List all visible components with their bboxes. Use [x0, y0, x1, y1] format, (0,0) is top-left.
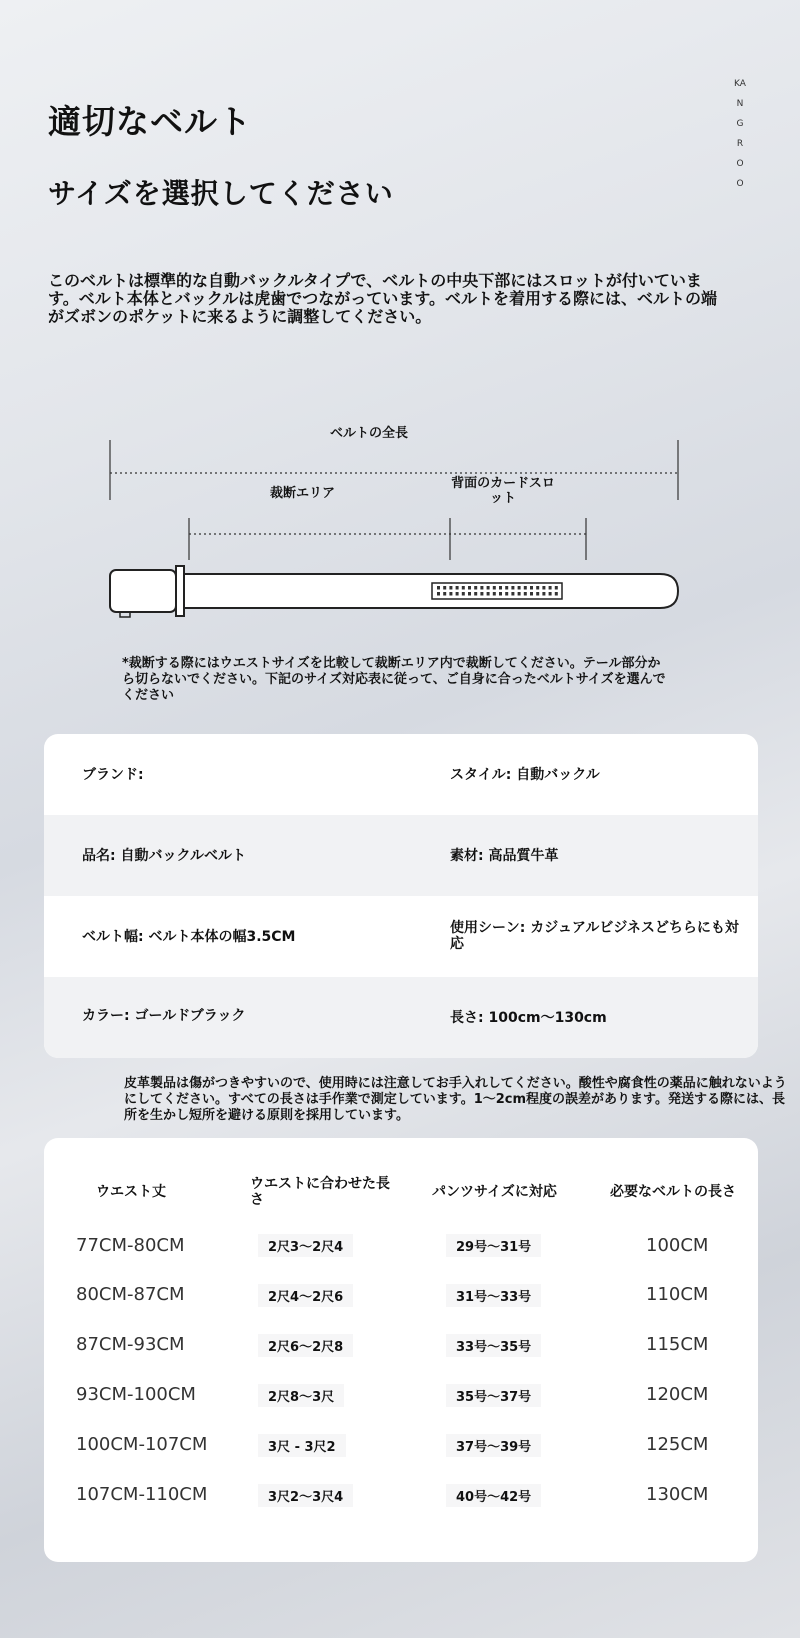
slot-tooth [499, 586, 502, 590]
slot-tooth [437, 592, 440, 596]
size-cell-fit: 2尺8～3尺 [258, 1384, 344, 1407]
slot-tooth [443, 592, 446, 596]
size-cell-belt: 125CM [646, 1434, 709, 1455]
slot-tooth [536, 592, 539, 596]
slot-tooth [530, 586, 533, 590]
buckle-joint [176, 566, 184, 616]
slot-tooth [437, 586, 440, 590]
cut-area-label: 裁断エリア [270, 486, 336, 501]
total-length-label: ベルトの全長 [330, 426, 409, 441]
size-cell-pants: 33号～35号 [446, 1334, 541, 1357]
page-subtitle: サイズを選択してください [48, 177, 394, 210]
slot-tooth [462, 586, 465, 590]
belt-diagram [100, 426, 690, 630]
slot-tooth [456, 592, 459, 596]
size-table [44, 1138, 758, 1562]
slot-tooth [487, 592, 490, 596]
slot-tooth [542, 592, 545, 596]
vertical-brand-letters: KANGROO [734, 79, 746, 189]
slot-tooth [493, 592, 496, 596]
size-cell-belt: 110CM [646, 1284, 709, 1305]
slot-tooth [536, 586, 539, 590]
slot-tooth [511, 592, 514, 596]
spec-product-name: 品名: 自動バックルベルト [82, 848, 247, 864]
size-cell-belt: 115CM [646, 1334, 709, 1355]
slot-tooth [518, 592, 521, 596]
size-cell-fit: 3尺2～3尺4 [258, 1484, 353, 1507]
belt-strap [184, 574, 678, 608]
spec-material: 素材: 高品質牛革 [450, 848, 559, 864]
spec-row [44, 896, 758, 977]
size-cell-waist: 77CM-80CM [76, 1235, 185, 1256]
card-slot-label-line2: ット [489, 491, 516, 506]
slot-tooth [462, 592, 465, 596]
size-cell-belt: 120CM [646, 1384, 709, 1405]
slot-tooth [549, 592, 552, 596]
slot-tooth [480, 586, 483, 590]
slot-tooth [449, 592, 452, 596]
size-cell-waist: 80CM-87CM [76, 1284, 185, 1305]
slot-tooth [474, 592, 477, 596]
slot-tooth [518, 586, 521, 590]
card-slot-label-line1: 背面のカードスロ [451, 476, 555, 491]
size-cell-belt: 130CM [646, 1484, 709, 1505]
size-cell-pants: 35号～37号 [446, 1384, 541, 1407]
spec-usage: 使用シーン: カジュアルビジネスどちらにも対応 [450, 920, 739, 952]
spec-length: 長さ: 100cm～130cm [450, 1010, 607, 1026]
slot-tooth [530, 592, 533, 596]
slot-tooth [480, 592, 483, 596]
slot-tooth [487, 586, 490, 590]
size-header-fit-length: ウエストに合わせた長さ [250, 1176, 390, 1208]
slot-tooth [468, 592, 471, 596]
size-cell-waist: 93CM-100CM [76, 1384, 196, 1405]
spec-brand: ブランド: [82, 767, 144, 783]
spec-color: カラー: ゴールドブラック [82, 1008, 246, 1024]
slot-tooth [542, 586, 545, 590]
size-cell-pants: 40号～42号 [446, 1484, 541, 1507]
card-slot-label [438, 476, 568, 506]
size-cell-belt: 100CM [646, 1235, 709, 1256]
size-cell-waist: 100CM-107CM [76, 1434, 208, 1455]
spec-belt-width: ベルト幅: ベルト本体の幅3.5CM [82, 929, 296, 945]
spec-table [44, 734, 758, 1058]
slot-tooth [555, 586, 558, 590]
slot-tooth [499, 592, 502, 596]
intro-paragraph: このベルトは標準的な自動バックルタイプで、ベルトの中央下部にはスロットが付いています。ベルト本体とバックルは虎歯でつながっています。ベルトを着用する際には、ベルトの端がズボンのポケットに来るように調整してください。 [48, 271, 717, 326]
slot-tooth [505, 592, 508, 596]
slot-tooth [493, 586, 496, 590]
size-cell-fit: 2尺3～2尺4 [258, 1234, 353, 1257]
size-cell-waist: 87CM-93CM [76, 1334, 185, 1355]
slot-tooth [511, 586, 514, 590]
belt-buckle [110, 570, 176, 612]
spec-row [44, 734, 758, 815]
slot-tooth [456, 586, 459, 590]
spec-row [44, 977, 758, 1058]
slot-tooth [474, 586, 477, 590]
slot-tooth [549, 586, 552, 590]
buckle-clip [120, 612, 130, 617]
card-slot [432, 583, 562, 599]
size-header-belt-length: 必要なベルトの長さ [610, 1184, 736, 1200]
size-header-pants: パンツサイズに対応 [432, 1184, 557, 1200]
size-cell-fit: 3尺 - 3尺2 [258, 1434, 346, 1457]
slot-tooth [449, 586, 452, 590]
size-cell-pants: 29号～31号 [446, 1234, 541, 1257]
size-cell-fit: 2尺6～2尺8 [258, 1334, 353, 1357]
slot-tooth [524, 592, 527, 596]
size-cell-waist: 107CM-110CM [76, 1484, 208, 1505]
slot-tooth [505, 586, 508, 590]
slot-tooth [443, 586, 446, 590]
care-disclaimer: 皮革製品は傷がつきやすいので、使用時には注意してお手入れしてください。酸性や腐食性の薬品に触れないようにしてください。すべての長さは手作業で測定しています。1～2cm程度の誤差があります。発送する際には、長所を生かし短所を避ける原則を採用しています。 [124, 1076, 787, 1123]
size-header-waist: ウエスト丈 [96, 1184, 166, 1200]
slot-tooth [468, 586, 471, 590]
cut-note: *裁断する際にはウエストサイズを比較して裁断エリア内で裁断してください。テール部分から切らないでください。下記のサイズ対応表に従って、ご自身に合ったベルトサイズを選んでください [122, 656, 666, 703]
size-cell-pants: 31号～33号 [446, 1284, 541, 1307]
spec-row [44, 815, 758, 896]
size-cell-fit: 2尺4～2尺6 [258, 1284, 353, 1307]
spec-style: スタイル: 自動バックル [450, 767, 600, 783]
belt-diagram-svg [100, 430, 690, 630]
slot-tooth [524, 586, 527, 590]
slot-tooth [555, 592, 558, 596]
page-title: 適切なベルト [48, 102, 252, 141]
size-cell-pants: 37号～39号 [446, 1434, 541, 1457]
vertical-brand-text [734, 74, 746, 194]
